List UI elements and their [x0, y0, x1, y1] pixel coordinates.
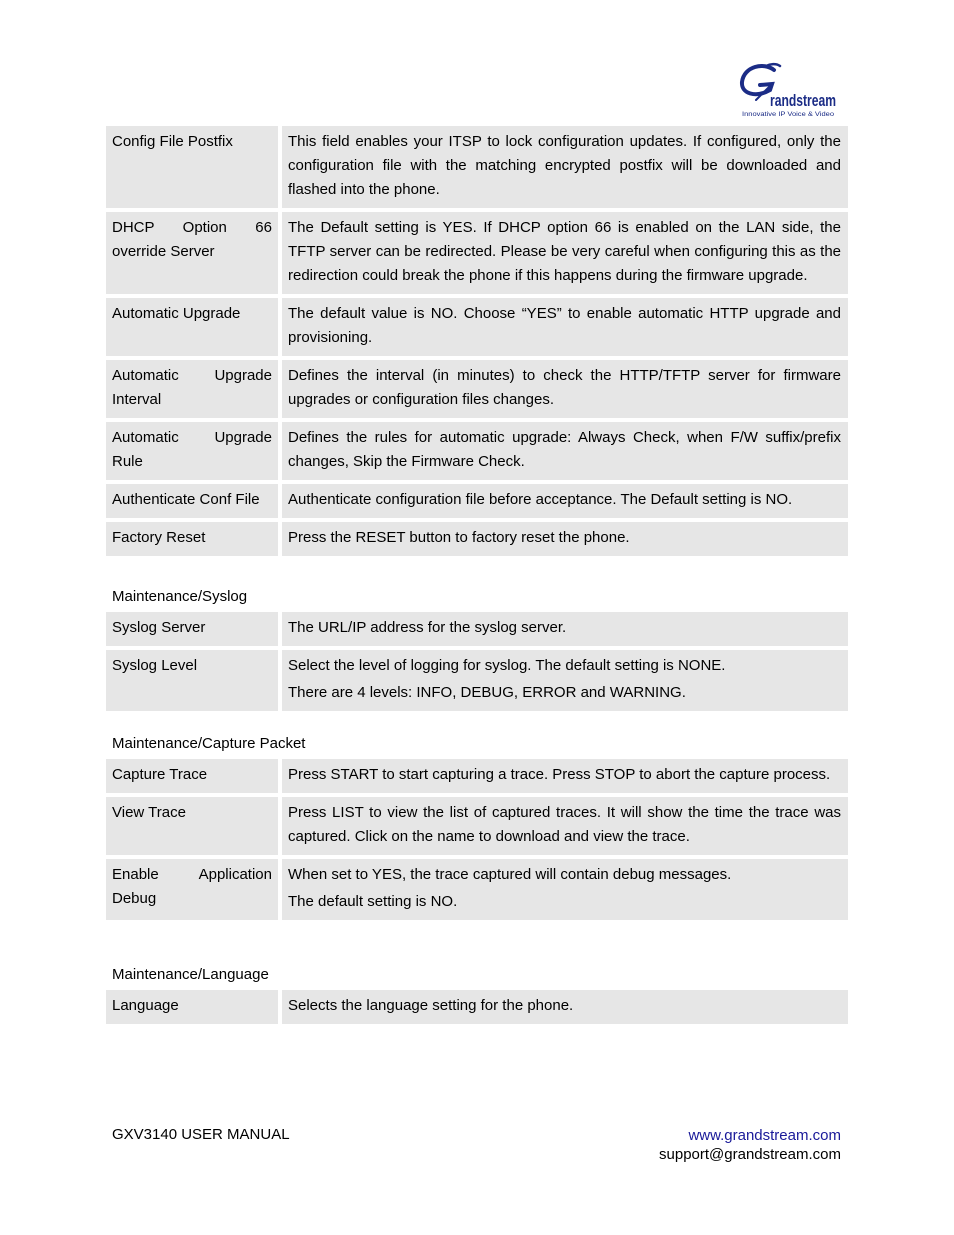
- setting-name: Automatic Upgrade Rule: [106, 422, 282, 480]
- description-line: The Default setting is YES. If DHCP option 66 is enabled on the LAN side, the TFTP server can be redirected. Please be very careful when configuring this as the redirection could break the phone if this happens during the firmware upgrade.: [288, 219, 841, 284]
- setting-name: Factory Reset: [106, 522, 282, 556]
- description-line: The default setting is NO.: [288, 893, 458, 910]
- setting-description: [282, 522, 848, 556]
- description-line: There are 4 levels: INFO, DEBUG, ERROR and WARNING.: [288, 684, 686, 701]
- description-line: Select the level of logging for syslog. The default setting is NONE.: [288, 657, 726, 674]
- table-row: [106, 612, 848, 646]
- description-line: Press LIST to view the list of captured traces. It will show the time the trace was captured. Click on the name to download and view the trace.: [288, 804, 841, 845]
- settings-table-syslog: [106, 608, 848, 715]
- svg-text:Innovative IP Voice & Video: Innovative IP Voice & Video: [742, 111, 835, 118]
- setting-description: [282, 797, 848, 855]
- setting-name: Automatic Upgrade: [106, 298, 282, 356]
- description-line: Defines the interval (in minutes) to check the HTTP/TFTP server for firmware upgrades or configuration files changes.: [288, 367, 841, 408]
- table-row: [106, 126, 848, 208]
- setting-name: Authenticate Conf File: [106, 484, 282, 518]
- setting-name: Config File Postfix: [106, 126, 282, 208]
- setting-description: [282, 612, 848, 646]
- table-row: [106, 797, 848, 855]
- description-line: Selects the language setting for the phone.: [288, 997, 574, 1014]
- settings-table-language: [106, 986, 848, 1028]
- settings-table-upgrade: [106, 122, 848, 560]
- table-row: [106, 650, 848, 711]
- settings-table-capture: [106, 755, 848, 924]
- setting-name: Capture Trace: [106, 759, 282, 793]
- section-title-capture-packet: Maintenance/Capture Packet: [112, 735, 306, 752]
- website-link[interactable]: www.grandstream.com: [688, 1127, 841, 1144]
- table-row: [106, 360, 848, 418]
- description-line: Defines the rules for automatic upgrade: Always Check, when F/W suffix/prefix changes, Skip the Firmware Check.: [288, 429, 841, 470]
- setting-name: Language: [106, 990, 282, 1024]
- setting-description: [282, 990, 848, 1024]
- setting-description: [282, 759, 848, 793]
- setting-description: [282, 298, 848, 356]
- setting-description: [282, 126, 848, 208]
- footer-manual-title: GXV3140 USER MANUAL: [112, 1126, 290, 1143]
- table-row: [106, 422, 848, 480]
- description-line: Press the RESET button to factory reset the phone.: [288, 529, 630, 546]
- table-row: [106, 990, 848, 1024]
- setting-name: Automatic Upgrade Interval: [106, 360, 282, 418]
- setting-description: [282, 360, 848, 418]
- section-title-language: Maintenance/Language: [112, 966, 269, 983]
- footer-contact: [659, 1126, 841, 1164]
- setting-description: [282, 859, 848, 920]
- setting-name: Syslog Server: [106, 612, 282, 646]
- setting-description: [282, 212, 848, 294]
- table-row: [106, 212, 848, 294]
- description-line: This field enables your ITSP to lock configuration updates. If configured, only the configuration file with the matching encrypted postfix will be downloaded and flashed into the phone.: [288, 133, 841, 198]
- setting-description: [282, 650, 848, 711]
- description-line: Authenticate configuration file before acceptance. The Default setting is NO.: [288, 491, 793, 508]
- setting-description: [282, 484, 848, 518]
- setting-name: Syslog Level: [106, 650, 282, 711]
- table-row: [106, 859, 848, 920]
- setting-name: View Trace: [106, 797, 282, 855]
- svg-text:randstream: randstream: [770, 91, 836, 110]
- setting-description: [282, 422, 848, 480]
- table-row: [106, 484, 848, 518]
- description-line: The URL/IP address for the syslog server.: [288, 619, 567, 636]
- description-line: The default value is NO. Choose “YES” to enable automatic HTTP upgrade and provisioning.: [288, 305, 841, 346]
- description-line: When set to YES, the trace captured will contain debug messages.: [288, 866, 732, 883]
- setting-name: Enable Application Debug: [106, 859, 282, 920]
- grandstream-logo: [736, 60, 838, 120]
- table-row: [106, 759, 848, 793]
- support-email: support@grandstream.com: [659, 1146, 841, 1163]
- section-title-syslog: Maintenance/Syslog: [112, 588, 248, 605]
- setting-name: DHCP Option 66 override Server: [106, 212, 282, 294]
- description-line: Press START to start capturing a trace. Press STOP to abort the capture process.: [288, 766, 831, 783]
- table-row: [106, 298, 848, 356]
- table-row: [106, 522, 848, 556]
